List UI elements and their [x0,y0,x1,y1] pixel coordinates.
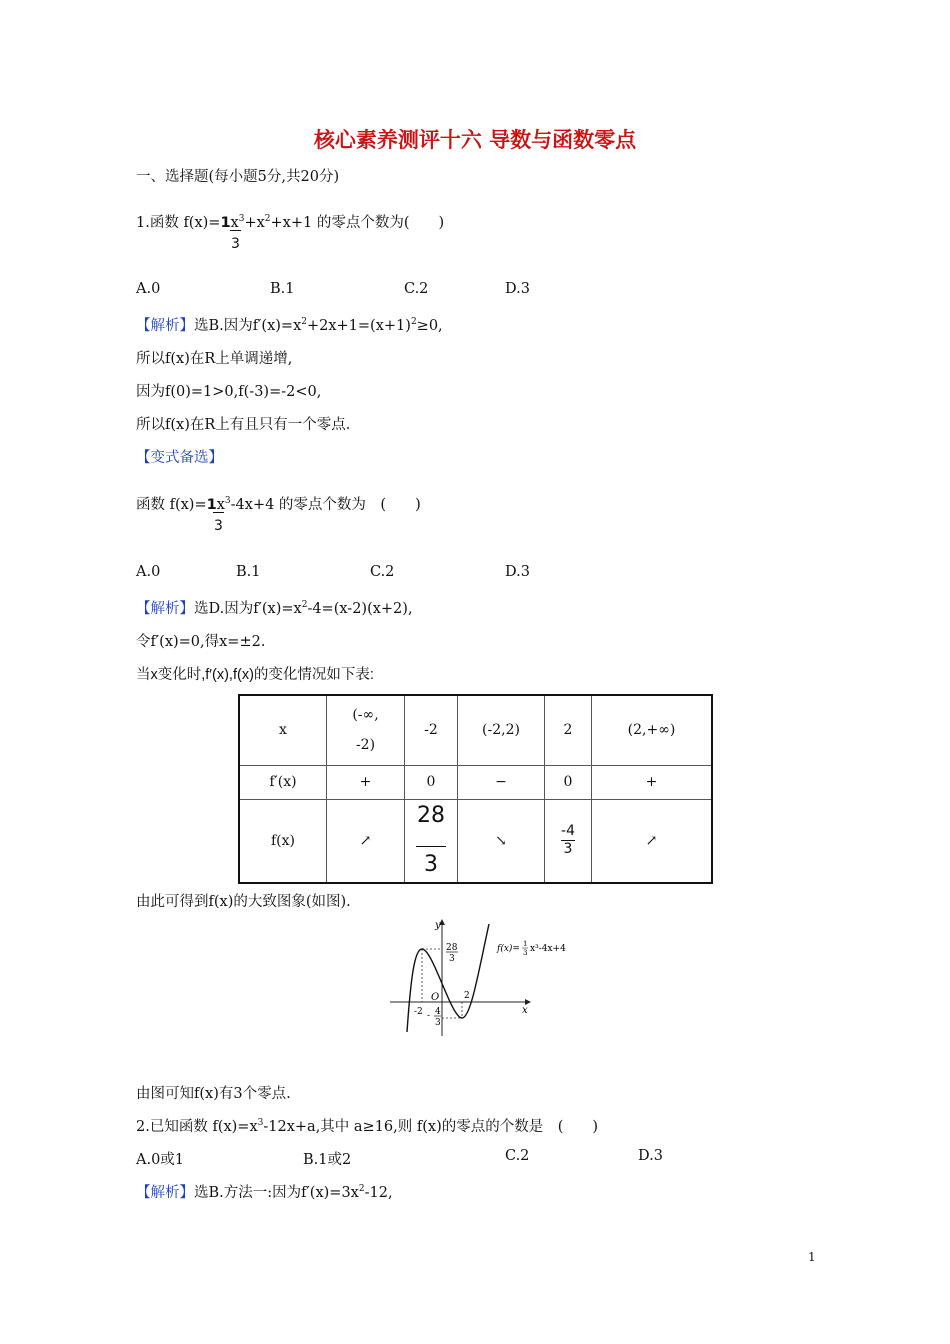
y-max-denominator: 3 [449,954,455,964]
q2-option-a: A.0或1 [136,1152,185,1168]
table-row [239,765,712,799]
variant-analysis-line1: 【解析】选D.因为$f'(x)=x^2-4=(x-2)(x+2)$, [136,600,413,617]
variant-stem: 函数 $f(x)=1x^3-4x+4$ 的零点个数为 ( ) [136,496,421,513]
y-max-numerator: 28 [446,943,458,953]
function-label-denominator: 3 [523,949,528,957]
table-row [239,695,712,765]
table-row [239,799,712,883]
q1-analysis-line3: 因为f(0)=1>0,f(-3)=-2<0, [136,384,322,400]
table-cell: -2 [405,695,458,765]
q1-analysis-line4: 所以f(x)在R上有且只有一个零点. [136,417,351,433]
analysis-tag: 【解析】 [136,1185,194,1201]
table-cell: 0 [545,765,592,799]
tick-2-label: 2 [464,991,470,1001]
q2-option-d: D.3 [638,1148,663,1164]
q2-option-b: B.1或2 [303,1152,352,1168]
variant-option-d: D.3 [505,564,530,580]
table-cell: + [327,765,405,799]
function-label-suffix: x³-4x+4 [530,944,566,954]
table-cell: (-2,2) [458,695,545,765]
increasing-arrow-icon: ↗ [327,799,405,883]
page-number: 1 [808,1250,816,1264]
variant-option-c: C.2 [370,564,395,580]
y-min-numerator: 4 [435,1007,441,1017]
function-label-numerator: 1 [523,940,528,948]
q1-option-b: B.1 [270,281,295,297]
q1-stem: 1.函数 $f(x)=1x^3+x^2+x+1$ 的零点个数为( ) [136,214,445,231]
table-cell: (-∞, -2) [327,695,405,765]
table-cell-max-value: 28 3 [405,799,458,883]
decreasing-arrow-icon: ↘ [458,799,545,883]
table-cell: + [592,765,713,799]
q1-analysis-line1: 【解析】选B.因为$f'(x)=x^2+2x+1=(x+1)^2\ge 0$, [136,317,443,334]
table-cell: f′(x) [239,765,327,799]
q1-fraction-denominator: 3 [231,236,240,252]
origin-label: O [431,992,440,1003]
table-cell: 2 [545,695,592,765]
q1-option-d: D.3 [505,281,530,297]
table-cell: 0 [405,765,458,799]
table-cell: − [458,765,545,799]
table-cell-min-value: -4 3 [545,799,592,883]
x-axis-label: x [522,1005,528,1016]
y-min-denominator: 3 [435,1018,441,1028]
page-title: 核心素养测评十六 导数与函数零点 [313,127,637,152]
y-axis-label: y [435,920,441,931]
q2-option-c: C.2 [505,1148,530,1164]
variant-option-a: A.0 [136,564,161,580]
variation-table [238,694,713,884]
increasing-arrow-icon: ↗ [592,799,713,883]
section-heading: 一、选择题(每小题5分,共20分) [136,169,340,185]
variant-option-b: B.1 [236,564,261,580]
q1-option-a: A.0 [136,281,161,297]
variant-analysis-line4: 由此可得到f(x)的大致图象(如图). [136,894,351,910]
table-cell: f(x) [239,799,327,883]
table-cell: x [239,695,327,765]
variant-tag: 【变式备选】 [136,450,223,466]
function-graph [385,914,585,1038]
q1-option-c: C.2 [404,281,429,297]
table-cell: (2,+∞) [592,695,713,765]
variant-analysis-line3: 当x变化时,f′(x),f(x)的变化情况如下表: [136,667,374,683]
variant-analysis-line5: 由图可知f(x)有3个零点. [136,1086,291,1102]
variant-fraction-denominator: 3 [214,518,223,534]
analysis-tag: 【解析】 [136,318,194,334]
q1-fraction-bar [230,230,241,231]
y-min-sign: - [427,1011,431,1021]
q2-analysis-line1: 【解析】选B.方法一:因为$f'(x)=3x^2-12$, [136,1184,393,1201]
variant-fraction-bar [213,512,224,513]
analysis-tag: 【解析】 [136,601,194,617]
q1-analysis-line2: 所以f(x)在R上单调递增, [136,351,293,367]
q2-stem: 2.已知函数 $f(x)=x^3-12x+a$,其中 a≥16,则 f(x)的零点的个数是 ( ) [136,1118,599,1135]
tick-neg2-label: -2 [414,1007,423,1017]
variant-analysis-line2: 令f′(x)=0,得x=±2. [136,634,266,650]
function-label-prefix: f(x)= [497,944,520,954]
